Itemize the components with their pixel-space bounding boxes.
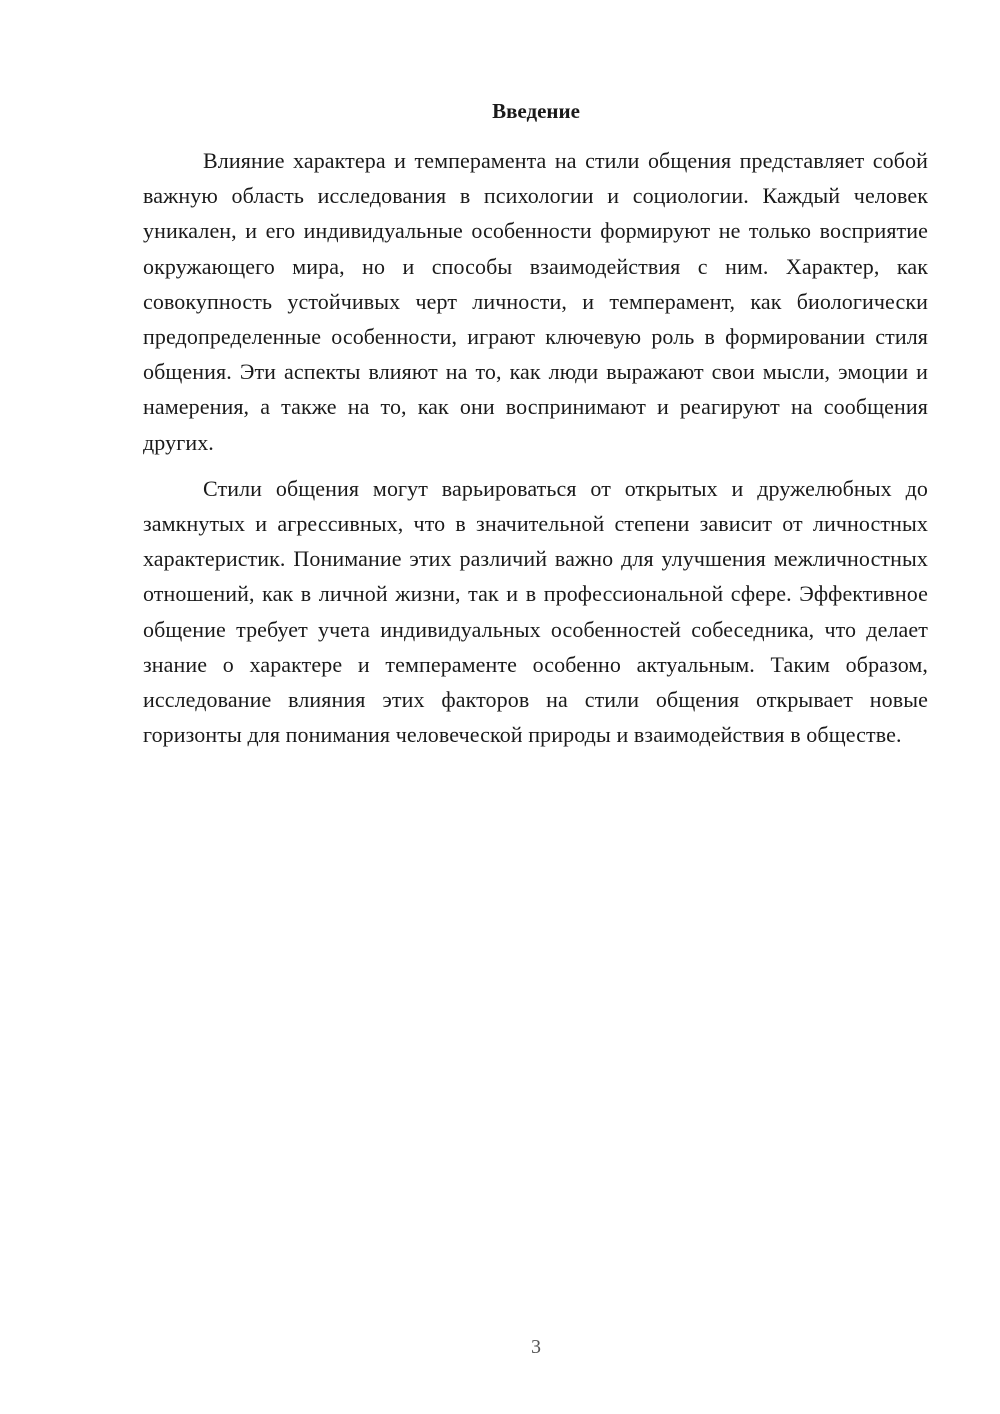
body-text xyxy=(143,143,928,752)
section-title: Введение xyxy=(492,99,580,123)
paragraph-intro: Влияние характера и темперамента на стили общения представляет собой важную область исследования в психологии и социологии. Каждый человек уникален, и его индивидуальные особенности формируют не только восприятие окружающего мира, но и способы взаимодействия с ним. Характер, как совокупность устойчивых черт личности, и темперамент, как биологически предопределенные особенности, играют ключевую роль в формировании стиля общения. Эти аспекты влияют на то, как люди выражают свои мысли, эмоции и намерения, а также на то, как они воспринимают и реагируют на сообщения других. xyxy=(143,148,928,455)
paragraph-communication-styles: Стили общения могут варьироваться от открытых и дружелюбных до замкнутых и агрессивных, что в значительной степени зависит от личностных характеристик. Понимание этих различий важно для улучшения межличностных отношений, как в личной жизни, так и в профессиональной сфере. Эффективное общение требует учета индивидуальных особенностей собеседника, что делает знание о характере и темпераменте особенно актуальным. Таким образом, исследование влияния этих факторов на стили общения открывает новые горизонты для понимания человеческой природы и взаимодействия в обществе. xyxy=(143,475,928,748)
page-number: 3 xyxy=(531,1336,541,1358)
